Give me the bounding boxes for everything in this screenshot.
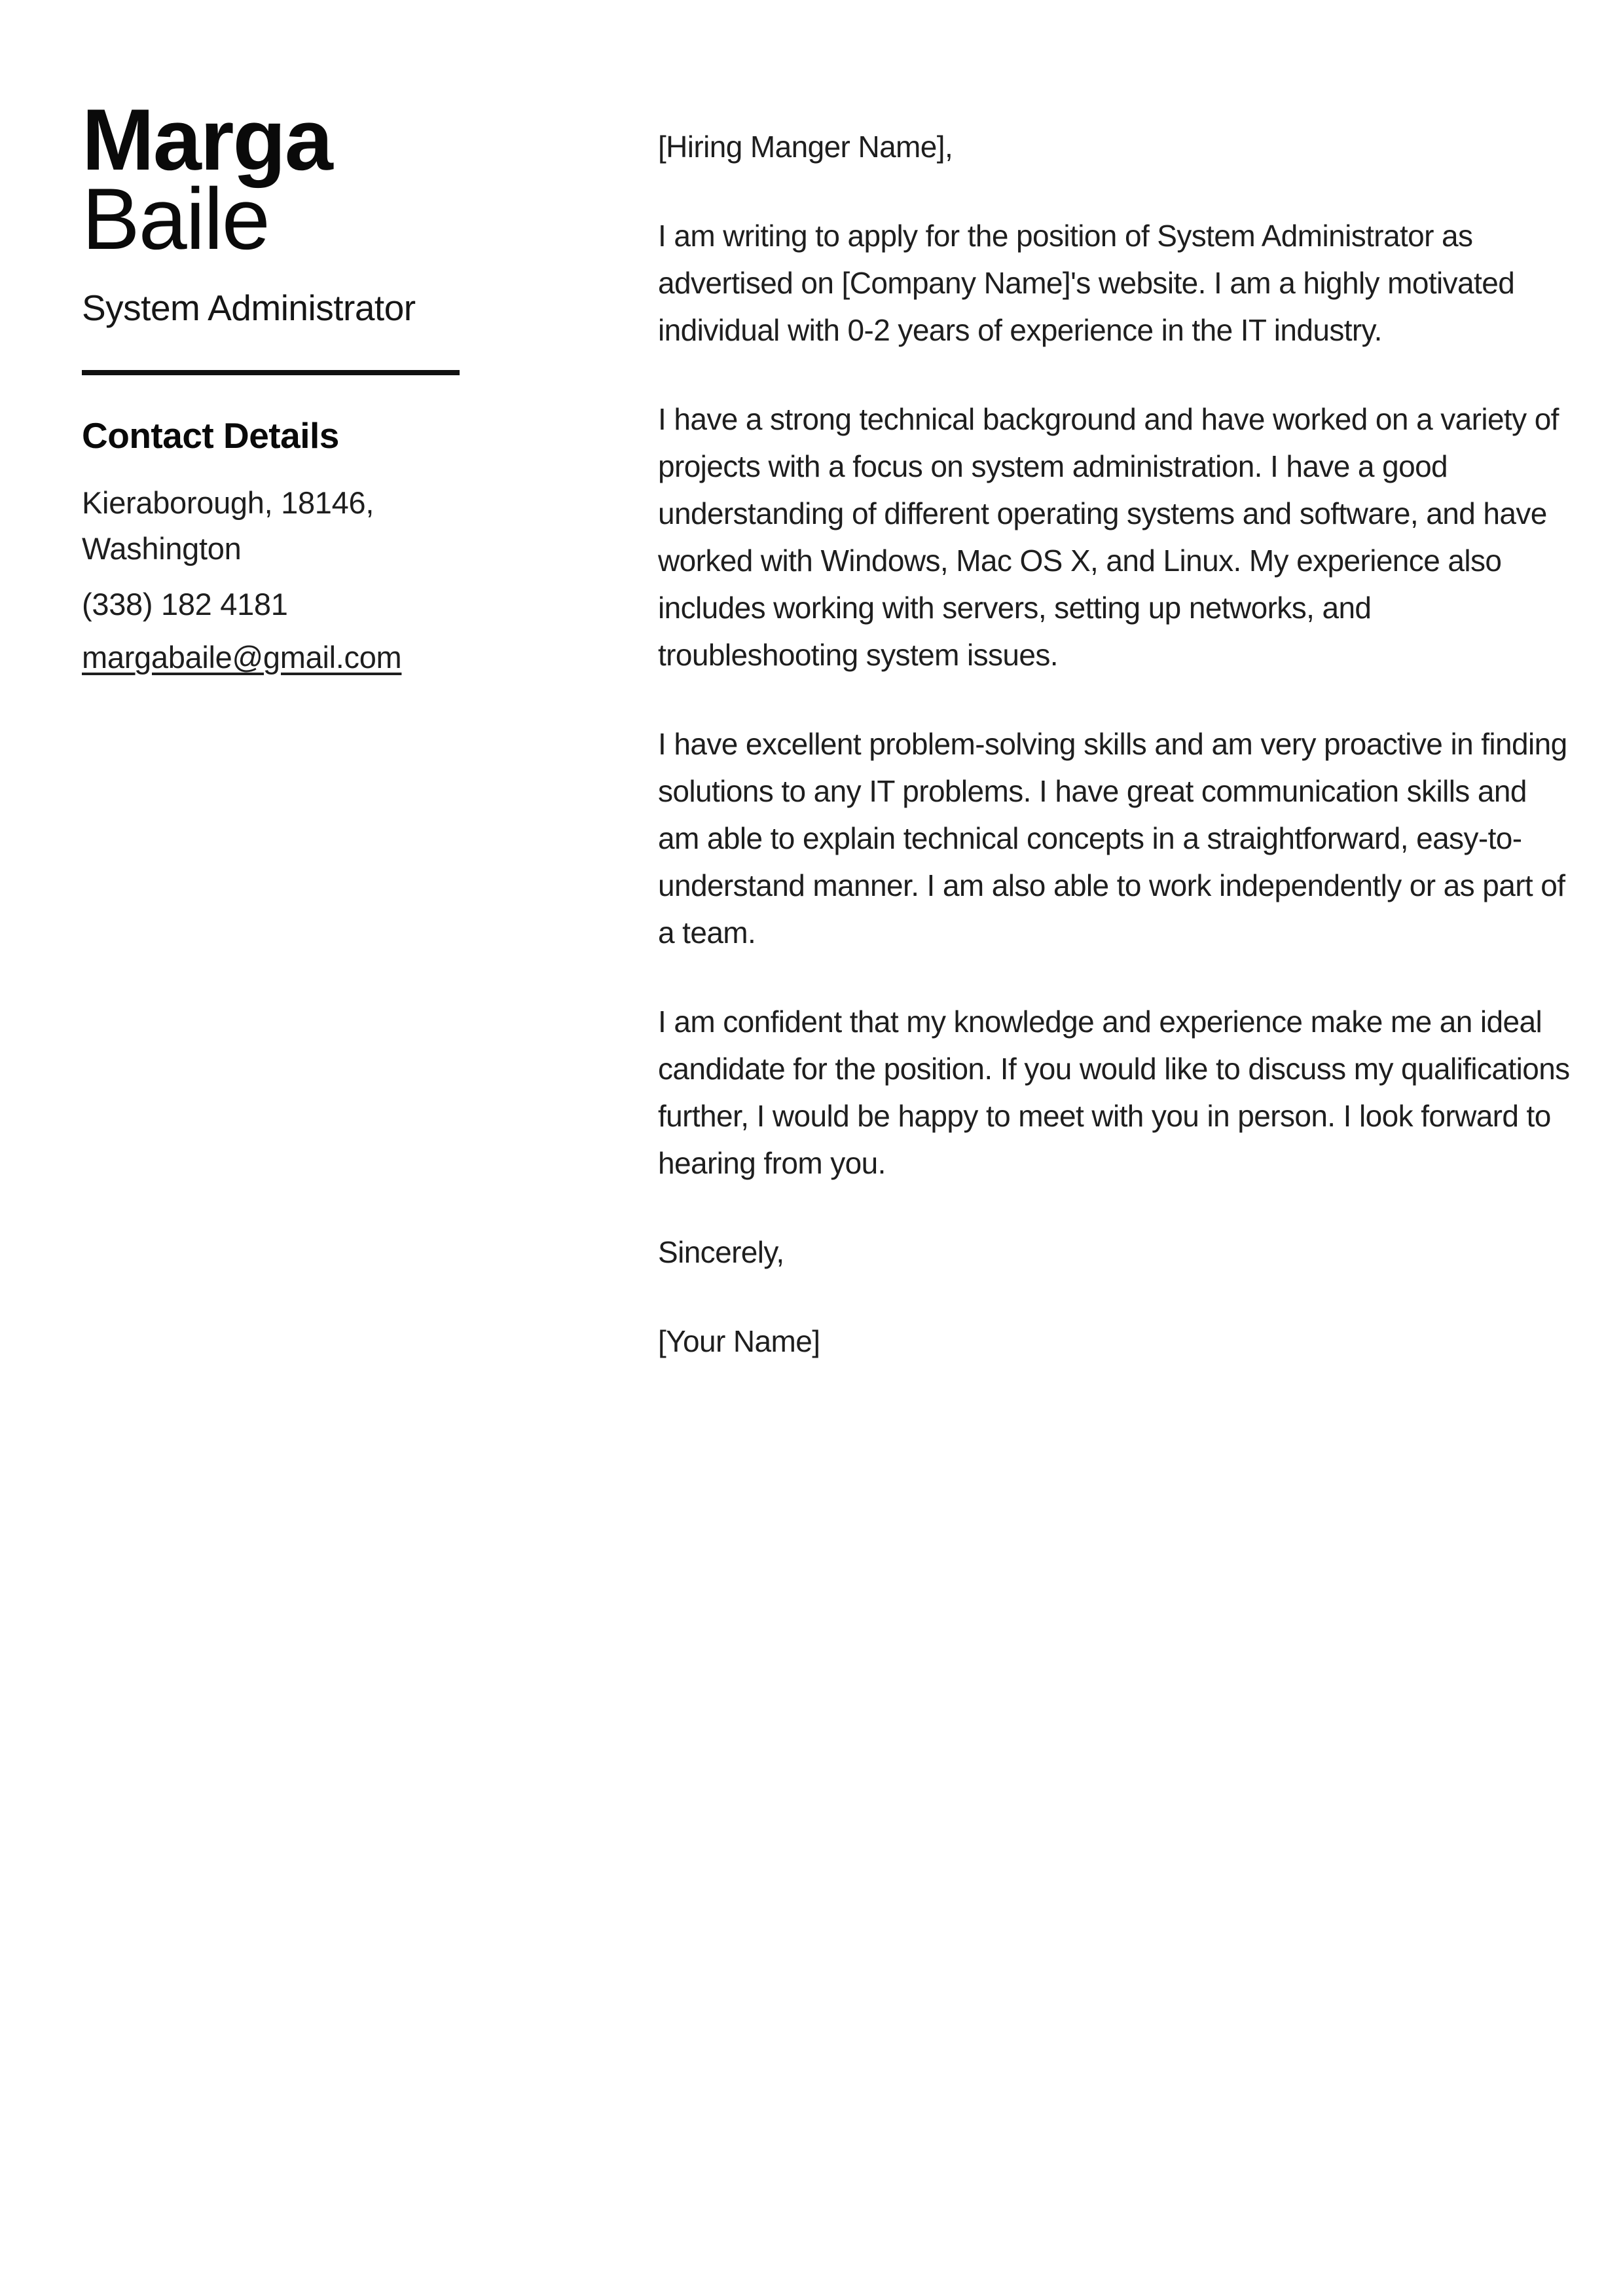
salutation: [Hiring Manger Name], xyxy=(658,130,953,164)
email-link[interactable]: margabaile@gmail.com xyxy=(82,640,402,675)
letter-paragraph-4: I am confident that my knowledge and experience make me an ideal candidate for the position. If you would like to discuss my qualifications further, I would be happy to meet with you in person. I look forward to hearing from you. xyxy=(658,1005,1570,1180)
letter-paragraph-2: I have a strong technical background and have worked on a variety of projects with a focus on system administration. I have a good understanding of different operating systems and software, and have worked with Windows, Mac OS X, and Linux. My experience also includes working with servers, setting up networks, and troubleshooting system issues. xyxy=(658,402,1559,672)
contact-details-heading: Contact Details xyxy=(82,415,339,456)
closing: Sincerely, xyxy=(658,1235,784,1269)
letter-paragraph-3: I have excellent problem-solving skills and am very proactive in finding solutions to any IT problems. I have great communication skills and am able to explain technical concepts in a straightforward, easy-to-understand manner. I am also able to work independently or as part of a team. xyxy=(658,727,1567,950)
candidate-name xyxy=(82,92,475,268)
address-line-2: Washington xyxy=(82,531,242,566)
contact-phone: (338) 182 4181 xyxy=(82,587,288,621)
address-line-1: Kieraborough, 18146, xyxy=(82,485,374,520)
job-title: System Administrator xyxy=(82,287,416,328)
contact-block xyxy=(82,480,475,680)
letter-paragraph-1: I am writing to apply for the position of System Administrator as advertised on [Company Name]'s website. I am a highly motivated individual with 0-2 years of experience in the IT industry. xyxy=(658,219,1515,347)
contact-email xyxy=(82,635,475,680)
sidebar xyxy=(82,92,475,680)
contact-address xyxy=(82,480,475,572)
divider-rule xyxy=(82,370,460,375)
candidate-last-name: Baile xyxy=(82,171,269,268)
candidate-first-name: Marga xyxy=(82,92,332,189)
signature-placeholder: [Your Name] xyxy=(658,1324,820,1358)
letter-body xyxy=(658,123,1575,1365)
